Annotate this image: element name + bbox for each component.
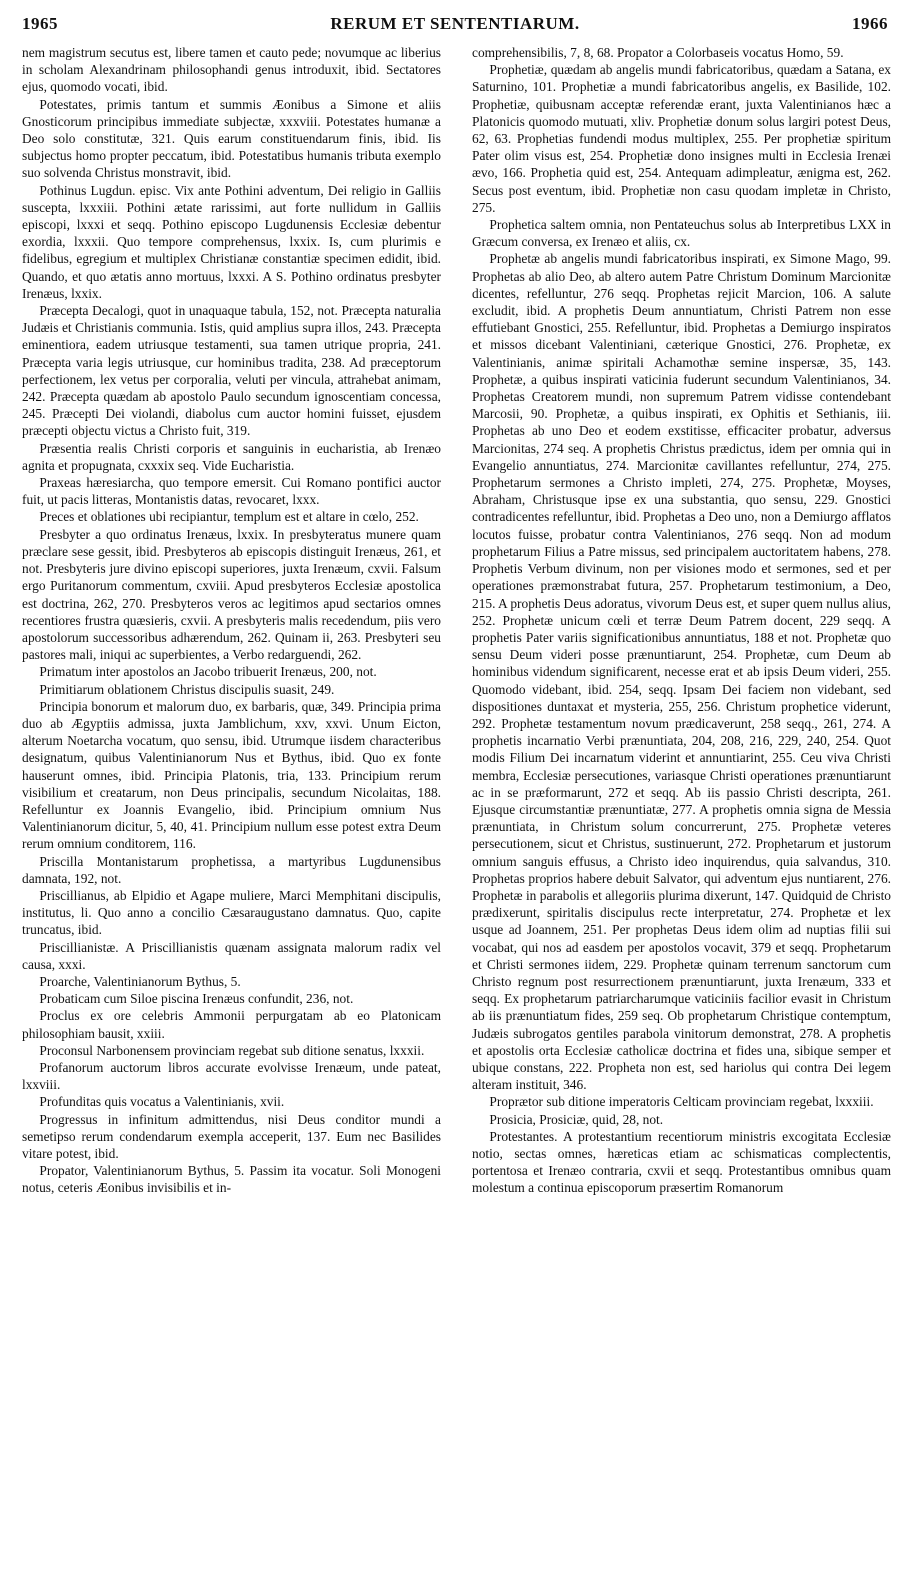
page-number-right: 1966 bbox=[852, 14, 888, 33]
index-entry: Proclus ex ore celebris Ammonii perpurgatam ab eo Platonicam philosophiam bausit, xxiii. bbox=[22, 1008, 441, 1041]
index-entry: Potestates, primis tantum et summis Æonibus a Simone et aliis Gnosticorum principibus immediate subjectæ, xxxviii. Potestates humanæ a Deo solo constitutæ, 321. Quis earum constituendarum finis, ibid. Iis subjectus homo propter peccatum, ibid. Potestatibus humanis tributa exemplo suo solvenda Christus monstravit, ibid. bbox=[22, 96, 441, 181]
right-column bbox=[472, 44, 891, 1569]
index-entry: Probaticam cum Siloe piscina Irenæus confundit, 236, not. bbox=[39, 991, 354, 1007]
index-entry: Profanorum auctorum libros accurate evolvisse Irenæum, unde pateat, lxxviii. bbox=[22, 1059, 441, 1093]
index-entry: Protestantes. A protestantium recentiorum ministris excogitata Ecclesiæ notio, sectas omnes, hæreticas etiam ac schismaticas complectentis, portentosa et Irenæo contraria, cxvii et seqq. Protestantibus omnibus quam molestum a continua episcoporum præsertim Romanorum bbox=[472, 1128, 891, 1196]
index-entry: Prophetiæ, quædam ab angelis mundi fabricatoribus, quædam a Satana, ex Saturnino, 101. Prophetiæ a mundi fabricatoribus angelis, ex Basilide, 102. Prophetiæ, quibusnam acceptæ referendæ erant, juxta Valentinianos hæc a Platonicis quomodo mutuati, xliv. Prophetiæ donum solus largiri potest Deus, 62, 63. Prophetias fundendi modus multiplex, 255. Per prophetiæ spiritum Pater olim visus est, 254. Prophetiæ dono insignes multi in Ecclesia Irenæi ævo, 166. Prophetia quid est, 254. Antequam adimpleatur, ænigma est, 262. Secus post eventum, ibid. Prophetiæ non casu quodam impletæ in Christo, 275. bbox=[472, 62, 891, 215]
left-column bbox=[22, 44, 441, 1569]
running-title: RERUM ET SENTENTIARUM. bbox=[330, 14, 580, 33]
index-entry: Prophetæ ab angelis mundi fabricatoribus inspirati, ex Simone Mago, 99. Prophetas ab alio Deo, ab altero autem Patre Christum Dominum Marcionitæ dicentes, refelluntur, 276 seqq. Prophetas rejicit Marcion, 106. A salute excludit, ibid. A prophetis Deum annuntiatum, Christi Patrem non esse effutiebant Gnostici, 255. Refelluntur, ibid. Prophetas a Demiurgo inspiratos et missos dicebant Valentiniani, cæterique Gnostici, 276. Prophetæ, ex Valentinianis, animæ spiritali Achamothæ semine inspersæ, 35, 143. Prophetæ, a quibus inspirati vaticinia fuderunt secundum Valentinianos, 34. Prophetas Creatorem mundi, non supremum Patrem vidisse contendebant Marcosii, 90. Prophetæ, a quibus inspirati, ex Ophitis et Sethianis, iii. Prophetas ab uno Deo et eodem exstitisse, efficaciter probatur, adversus Marcionitas, 274 seq. A prophetis Christus prædictus, idem per omnia qui in Evangelio annuntiatus, 274. Marcionitæ cavillantes refelluntur, 274, 275. Prophetarum sermones a Christo impleti, 274, 275. Prophetæ, Moyses, Abraham, Christusque ipse ex una substantia, quo sensu, 229. Gnostici contradicentes refelluntur, ibid. Prophetas a Deo uno, non a Demiurgo afflatos locutos fuisse, probatur contra Valentinianos, 276 seqq. Non ad modum prophetarum Filius a Patre missus, sed principalem auctoritatem habens, 278. Prophetis Verbum divinum, non per visiones modo et sermones, sed et per operationes præmonstrabat futura, 257. Prophetarum testimonium, a Deo, 215. A prophetis Deus adoratus, vivorum Deus est, et super quem nullus alius, 252. Prophetæ unicum cœli et terræ Deum Patrem docent, 229 seqq. A prophetis Pater variis significationibus annuntiatus, 188 et not. Prophetæ quo sensu Deum videri posse prænuntiarunt, 254. Prophetæ, cum Deum ab hominibus videndum significarent, necesse erat et ab ipsis Deum videri, 255. Quomodo videbant, ibid. 254, seqq. Ipsam Dei faciem non videbant, sed dispositiones duntaxat et mysteria, 255, 256. Christum prophetice viderunt, 292. Prophetæ testamentum novum prædicaverunt, 258 seqq., 261, 274. A prophetis incarnatio Verbi prænuntiata, 204, 208, 216, 229, 240, 254. Quot modis Filium Dei incarnatum viderint et annuntiarint, 255. Ceu viva Christi membra, Ecclesiæ persecutiones, variasque Christi operationes prænuntiarunt ac in se præformarunt, 272 et seqq. Ab iis passio Christi descripta, 261. Ejusque circumstantiæ prænuntiatæ, 277. A prophetis omnia signa de Messia prænuntiata, in Christum solum concurrerunt, 275. Prophetæ veteres persecutionem, sicut et Christus, sustinuerunt, 272. Prophetarum et justorum omnium sanguis effusus, a Christo ideo inquirendus, quia salvandus, 310. Prophetas proprios habere debuit Salvator, qui adventum ejus nuntiarent, 276. Prophetæ in parabolis et allegoriis plurima dixerunt, 147. Quidquid de Christo prædixerunt, spiritalis discipulus recte interpretatur, 274. Prophetæ et lex usque ad Joannem, 251. Per prophetas Deus idem olim ad nuptias filii sui vocabat, qui nos ad easdem per apostolos vocavit, 379 et seqq. Prophetarum et Christi sermones iidem, 229. Prophetæ quinam terrenum sanctorum cum Christo regnum post resurrectionem prænuntiarunt, juxta Irenæum, 333 et seqq. Ex prophetarum patriarcharumque vaticiniis facilior evasit in Christum ab iis prænuntiatum fides, 259 seq. Ob prophetarum Christique contemptum, Judæis subrogatos gentiles parabola vinitorum demonstrat, 278. A prophetis et apostolis orta Ecclesiæ catholicæ doctrina et fides una, sibique semper et ubique constans, 222. Propheta non est, sed hariolus qui contra Dei legem alteram instituit, 346. bbox=[472, 251, 891, 1093]
page-number-left: 1965 bbox=[22, 14, 58, 33]
index-entry: Preces et oblationes ubi recipiantur, templum est et altare in cœlo, 252. bbox=[39, 509, 419, 525]
index-entry: Prophetica saltem omnia, non Pentateuchus solus ab Interpretibus LXX in Græcum conversa, ex Irenæo et aliis, cx. bbox=[472, 217, 891, 250]
index-entry: nem magistrum secutus est, libere tamen et cauto pede; novumque ac liberius in scholam Alexandrinam philosophandi genus introduxit, ibid. Sectatores ejus, quomodo vocati, ibid. bbox=[22, 45, 441, 95]
index-entry: Proconsul Narbonensem provinciam regebat sub ditione senatus, lxxxii. bbox=[39, 1042, 425, 1058]
index-entry: Priscillianistæ. A Priscillianistis quænam assignata malorum radix vel causa, xxxi. bbox=[22, 939, 441, 972]
index-entry: comprehensibilis, 7, 8, 68. Propator a Colorbaseis vocatus Homo, 59. bbox=[472, 45, 844, 60]
index-entry: Principia bonorum et malorum duo, ex barbaris, quæ, 349. Principia prima duo ab Ægyptiis admissa, juxta Jamblichum, xxv, xxvi. Unum Eicton, alterum Noetarcha vocatum, quo sensu, ibid. Utrumque iisdem characteribus designatum, quibus Valentinianorum Nus et Bythus, ibid. Quo ex fonte hauserunt omnes, ibid. Principia Platonis, tria, 133. Principium rerum visibilium et creatarum, non Deus principalis, secundum Nicolaitas, 188. Refelluntur ex Joannis Evangelio, ibid. Principium omnium Nus Valentinianorum dicitur, 5, 40, 41. Principium nullum esse potest extra Deum rerum omnium conditorem, 116. bbox=[22, 698, 441, 852]
index-entry: Profunditas quis vocatus a Valentinianis, xvii. bbox=[39, 1094, 285, 1110]
index-entry: Praxeas hæresiarcha, quo tempore emersit. Cui Romano pontifici auctor fuit, ut pacis litteras, Montanistis datas, revocaret, lxxx. bbox=[22, 475, 441, 508]
index-entry: Pothinus Lugdun. episc. Vix ante Pothini adventum, Dei religio in Galliis suscepta, lxxxiii. Pothini ætate rarissimi, aut forte nullidum in Galliis episcopi, lxxxi et seqq. Pothino episcopo Lugdunensis Ecclesiæ debentur exordia, lxxxii. Quo tempore comprehensus, lxxix. Is, cum plurimis e fidelibus, egregium et multiplex Christianæ constantiæ specimen edidit, ibid. Quando, et quo ætatis anno mortuus, lxxxi. A S. Pothino ordinatus presbyter Irenæus, lxxix. bbox=[22, 182, 441, 301]
index-entry: Præcepta Decalogi, quot in unaquaque tabula, 152, not. Præcepta naturalia Judæis et Christianis communia. Istis, quid amplius supra illos, 243. Præcepta eminentiora, eadem utriusque testamenti, sua tamen utrique propria, 241. Præcepta varia legis utriusque, cur hominibus tradita, 238. Ad præceptorum perfectionem, lex vetus per corporalia, veluti per vincula, attrahebat animam, 242. Præcepta quædam ab apostolo Paulo secundum ignoscentiam concessa, 245. Præcepti Dei violandi, diabolus cum auctor homini fuisset, ejusdem præcepti objectu victus a Christo fuit, 319. bbox=[22, 303, 441, 439]
index-entry: Priscillianus, ab Elpidio et Agape muliere, Marci Memphitani discipulis, institutus, li. Quo anno a concilio Cæsaraugustano damnatus. Quo, capite truncatus, ibid. bbox=[22, 887, 441, 938]
index-entry: Proarche, Valentinianorum Bythus, 5. bbox=[39, 973, 241, 989]
page-header bbox=[22, 14, 888, 36]
index-entry: Priscilla Montanistarum prophetissa, a martyribus Lugdunensibus damnata, 192, not. bbox=[22, 853, 441, 886]
index-entry: Proprætor sub ditione imperatoris Celticam provinciam regebat, lxxxiii. bbox=[489, 1094, 874, 1110]
index-entry: Primatum inter apostolos an Jacobo tribuerit Irenæus, 200, not. bbox=[39, 664, 377, 680]
index-entry: Presbyter a quo ordinatus Irenæus, lxxix. In presbyteratus munere quam præclare sese gessit, ibid. Presbyteros ab episcopis distinguit Irenæus, 261, et not. Presbyteris jure divino episcopi superiores, juxta Irenæum, cxvii. Falsum ergo Puritanorum commentum, cxviii. Apud presbyteros Ecclesiæ apostolica est doctrina, 262, 270. Presbyteros veros ac legitimos apud sectarios omnes recentiores frustra quæsieris, cxvii. A presbyteris malis recedendum, piis vero apostolorum successoribus adhærendum, 262. Quinam ii, 263. Presbyteri seu pastores mali, iniqui ac superbientes, a Verbo redarguendi, 262. bbox=[22, 526, 441, 663]
index-entry: Præsentia realis Christi corporis et sanguinis in eucharistia, ab Irenæo agnita et propugnata, cxxxix seq. Vide Eucharistia. bbox=[22, 440, 441, 473]
index-entry: Primitiarum oblationem Christus discipulis suasit, 249. bbox=[39, 681, 335, 697]
index-entry: Prosicia, Prosiciæ, quid, 28, not. bbox=[489, 1111, 664, 1127]
index-entry: Progressus in infinitum admittendus, nisi Deus conditor mundi a semetipso rerum condendarum exempla acceperit, 137. Eum nec Basilides vitare potest, ibid. bbox=[22, 1111, 441, 1161]
index-entry: Propator, Valentinianorum Bythus, 5. Passim ita vocatur. Soli Monogeni notus, ceteris Æonibus invisibilis et in- bbox=[22, 1163, 441, 1196]
